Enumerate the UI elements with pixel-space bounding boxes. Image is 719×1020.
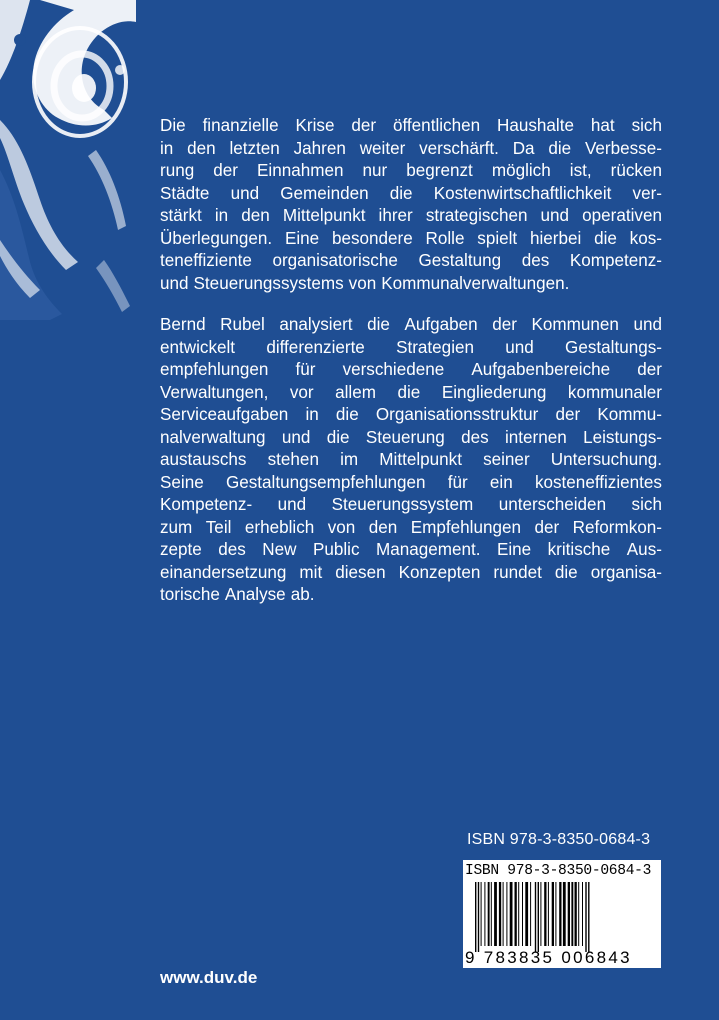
word: Teil (205, 517, 232, 537)
word: Steuerungssystem (331, 495, 474, 514)
word: zum (160, 517, 193, 537)
word: im (340, 450, 359, 469)
word: und (633, 315, 662, 334)
word: organisatorische (272, 251, 398, 270)
word: und (505, 337, 534, 357)
barcode-bar (563, 882, 566, 946)
word: austauschs (160, 450, 247, 469)
word: der (213, 161, 238, 180)
text-line (160, 160, 662, 183)
word: differenzierte (266, 337, 365, 357)
word: Aus- (626, 540, 662, 559)
barcode-bar (578, 882, 579, 946)
word: rücken (610, 161, 662, 180)
text-line (160, 494, 662, 517)
word: Seine (160, 472, 204, 492)
text-line (160, 359, 662, 382)
barcode-bar (568, 882, 570, 946)
text-line (160, 250, 662, 273)
word: rung (160, 161, 195, 180)
word: die (389, 183, 413, 203)
word: Rubel (220, 315, 265, 334)
word: kosteneffizientes (534, 472, 662, 492)
word: Aufgaben (404, 315, 478, 334)
publisher-website: www.duv.de (160, 968, 258, 987)
word: torische (160, 585, 220, 604)
text-line (160, 228, 662, 251)
word: strategischen (425, 206, 528, 225)
word: Gestaltungsempfehlungen (225, 472, 426, 492)
text-line (160, 539, 662, 562)
word: internen (505, 427, 567, 447)
barcode-bar (582, 882, 583, 946)
text-line (160, 517, 662, 540)
word: Jahren (293, 138, 346, 158)
word: für (447, 472, 468, 492)
word: erheblich (244, 517, 315, 537)
word: kommunaler (567, 382, 662, 402)
word: spielt (477, 228, 518, 248)
word: von (348, 273, 377, 293)
word: letzten (229, 138, 280, 158)
word: Steuerung (365, 427, 445, 447)
text-line (160, 404, 662, 427)
description-paragraph-1 (160, 115, 662, 295)
word: Städte (160, 183, 210, 203)
word: empfehlungen (160, 360, 269, 379)
text-line (160, 205, 662, 228)
text-line (160, 382, 662, 405)
word: unterscheiden (498, 495, 607, 514)
word: Gemeinden (280, 183, 369, 203)
word: mit (299, 562, 323, 582)
word: vor (289, 382, 314, 402)
cover-photo-fragment (0, 0, 136, 320)
word: Eine (284, 228, 320, 248)
word: Steuerungssystems (193, 273, 344, 293)
word: allem (335, 382, 376, 402)
word: stehen (267, 450, 319, 469)
text-line (160, 449, 662, 472)
word: Organisationsstruktur (375, 405, 539, 424)
barcode-bar (525, 882, 528, 946)
word: von (327, 517, 356, 537)
text-line (160, 472, 662, 495)
word: weiter (359, 138, 406, 158)
barcode-bar (535, 882, 536, 952)
word: den (187, 138, 216, 158)
word: und (160, 273, 189, 293)
barcode-bar (571, 882, 573, 946)
text-line (160, 562, 662, 585)
word: operativen (582, 206, 662, 225)
word: der (637, 360, 662, 379)
word: Konzepten (398, 562, 481, 582)
word: Serviceaufgaben (160, 405, 289, 424)
word: Strategien (396, 337, 475, 357)
word: Gestaltung (418, 251, 502, 270)
word: Einnahmen (257, 161, 344, 180)
word: sich (631, 116, 662, 135)
barcode-bar (552, 882, 554, 946)
barcode-bar (475, 882, 476, 952)
text-line (160, 337, 662, 360)
word: diesen (335, 562, 386, 582)
word: sich (631, 495, 662, 514)
word: ein (489, 472, 513, 492)
barcode-bar (518, 882, 519, 946)
barcode-bar (488, 882, 490, 946)
word: der (492, 315, 517, 334)
word: in (160, 138, 174, 158)
word: die (335, 405, 359, 424)
word: den (241, 206, 270, 225)
word: ver- (632, 183, 662, 203)
word: Public (312, 540, 360, 559)
word: kritische (547, 540, 611, 559)
barcode-bar (544, 882, 546, 946)
word: Mittelpunkt (379, 450, 462, 469)
word: Verbesse- (584, 138, 662, 158)
word: Kompetenz- (569, 251, 662, 270)
barcode-bar (494, 882, 497, 946)
barcode-bar (575, 882, 577, 946)
word: Eingliederung (441, 382, 547, 402)
barcode-digits: 9 783835 006843 (465, 948, 632, 967)
word: einandersetzung (160, 562, 287, 582)
word: Die (160, 116, 186, 135)
word: des (218, 540, 246, 559)
word: die (594, 228, 617, 248)
word: des (521, 251, 550, 270)
barcode-bar (499, 882, 501, 946)
word: Reformkon- (572, 517, 662, 537)
word: der (555, 405, 581, 424)
barcode (463, 860, 661, 968)
isbn-label: ISBN 978-3-8350-0684-3 (467, 831, 651, 848)
word: seiner (483, 450, 530, 469)
description-paragraph-2 (160, 314, 662, 607)
barcode-bar (515, 882, 517, 946)
text-line (160, 427, 662, 450)
barcode-bar (559, 882, 561, 946)
word: und (230, 183, 260, 203)
barcode-bar (530, 882, 531, 946)
word: Rolle (425, 228, 465, 248)
word: hierbei (529, 228, 582, 248)
word: ab. (290, 585, 315, 604)
barcode-bar (503, 882, 504, 946)
word: verschärft. (419, 138, 499, 158)
word: Analyse (224, 585, 286, 604)
text-line (160, 584, 662, 607)
word: finanzielle (202, 116, 279, 135)
text-line (160, 138, 662, 161)
barcode-bar (548, 882, 549, 946)
word: zepte (160, 540, 202, 559)
word: Kompetenz- (160, 495, 253, 514)
word: Mittelpunkt (282, 206, 366, 225)
word: des (461, 427, 489, 447)
word: die (367, 315, 390, 334)
word: Untersuchung. (550, 450, 662, 469)
word: und (540, 206, 570, 225)
word: Kommunen (531, 315, 619, 334)
word: Krise (295, 116, 335, 135)
word: Empfehlungen (410, 517, 522, 537)
word: hat (590, 116, 615, 135)
barcode-bar (506, 882, 507, 946)
word: die (548, 138, 572, 158)
word: der (351, 116, 377, 135)
word: in (214, 206, 229, 225)
word: Kommunalverwaltungen. (381, 273, 570, 293)
word: verschiedene (342, 360, 445, 379)
barcode-bar (481, 882, 482, 946)
text-line (160, 183, 662, 206)
word: besondere (331, 228, 413, 248)
word: ihrer (378, 206, 413, 225)
word: Da (512, 138, 535, 158)
word: Verwaltungen, (160, 382, 269, 402)
barcode-bar (538, 882, 539, 952)
barcode-bar (484, 882, 485, 946)
word: Haushalte (497, 116, 574, 135)
word: und (277, 495, 307, 514)
barcode-bar (588, 882, 589, 952)
barcode-isbn-text: ISBN 978-3-8350-0684-3 (465, 863, 652, 879)
abstract-photo-image (0, 0, 136, 320)
barcode-bar (540, 882, 541, 946)
text-line (160, 115, 662, 138)
barcode-bar (585, 882, 586, 952)
word: organisa- (590, 562, 662, 582)
word: Kostenwirtschaftlichkeit (433, 183, 612, 203)
word: Aufgabenbereiche (471, 360, 611, 379)
barcode-bar (478, 882, 479, 952)
barcode-bar (555, 882, 556, 946)
word: nalverwaltung (160, 427, 266, 447)
word: stärkt (160, 206, 202, 225)
word: Leistungs- (583, 427, 662, 447)
word: der (534, 517, 560, 537)
word: rundet (493, 562, 542, 582)
text-line (160, 273, 662, 296)
word: New (262, 540, 297, 559)
text-line (160, 314, 662, 337)
word: begrenzt (406, 161, 473, 180)
word: ist, (569, 161, 592, 180)
barcode-bar (491, 882, 492, 946)
word: in (305, 405, 319, 424)
word: die (326, 427, 350, 447)
barcode-bar (522, 882, 523, 946)
word: Management. (375, 540, 481, 559)
word: die (397, 382, 421, 402)
word: teneffiziente (160, 251, 252, 270)
word: möglich (491, 161, 551, 180)
word: analysiert (279, 315, 353, 334)
word: für (295, 360, 316, 379)
word: nur (362, 161, 388, 180)
word: Gestaltungs- (565, 337, 662, 357)
word: die (554, 562, 578, 582)
word: Bernd (160, 315, 206, 334)
word: öffentlichen (392, 116, 481, 135)
word: Eine (496, 540, 532, 559)
word: Kommu- (597, 405, 662, 424)
barcode-bar (510, 882, 513, 946)
word: Überlegungen. (160, 228, 273, 248)
word: kos- (629, 228, 662, 248)
word: und (281, 427, 311, 447)
word: den (368, 517, 398, 537)
word: entwickelt (160, 337, 236, 357)
